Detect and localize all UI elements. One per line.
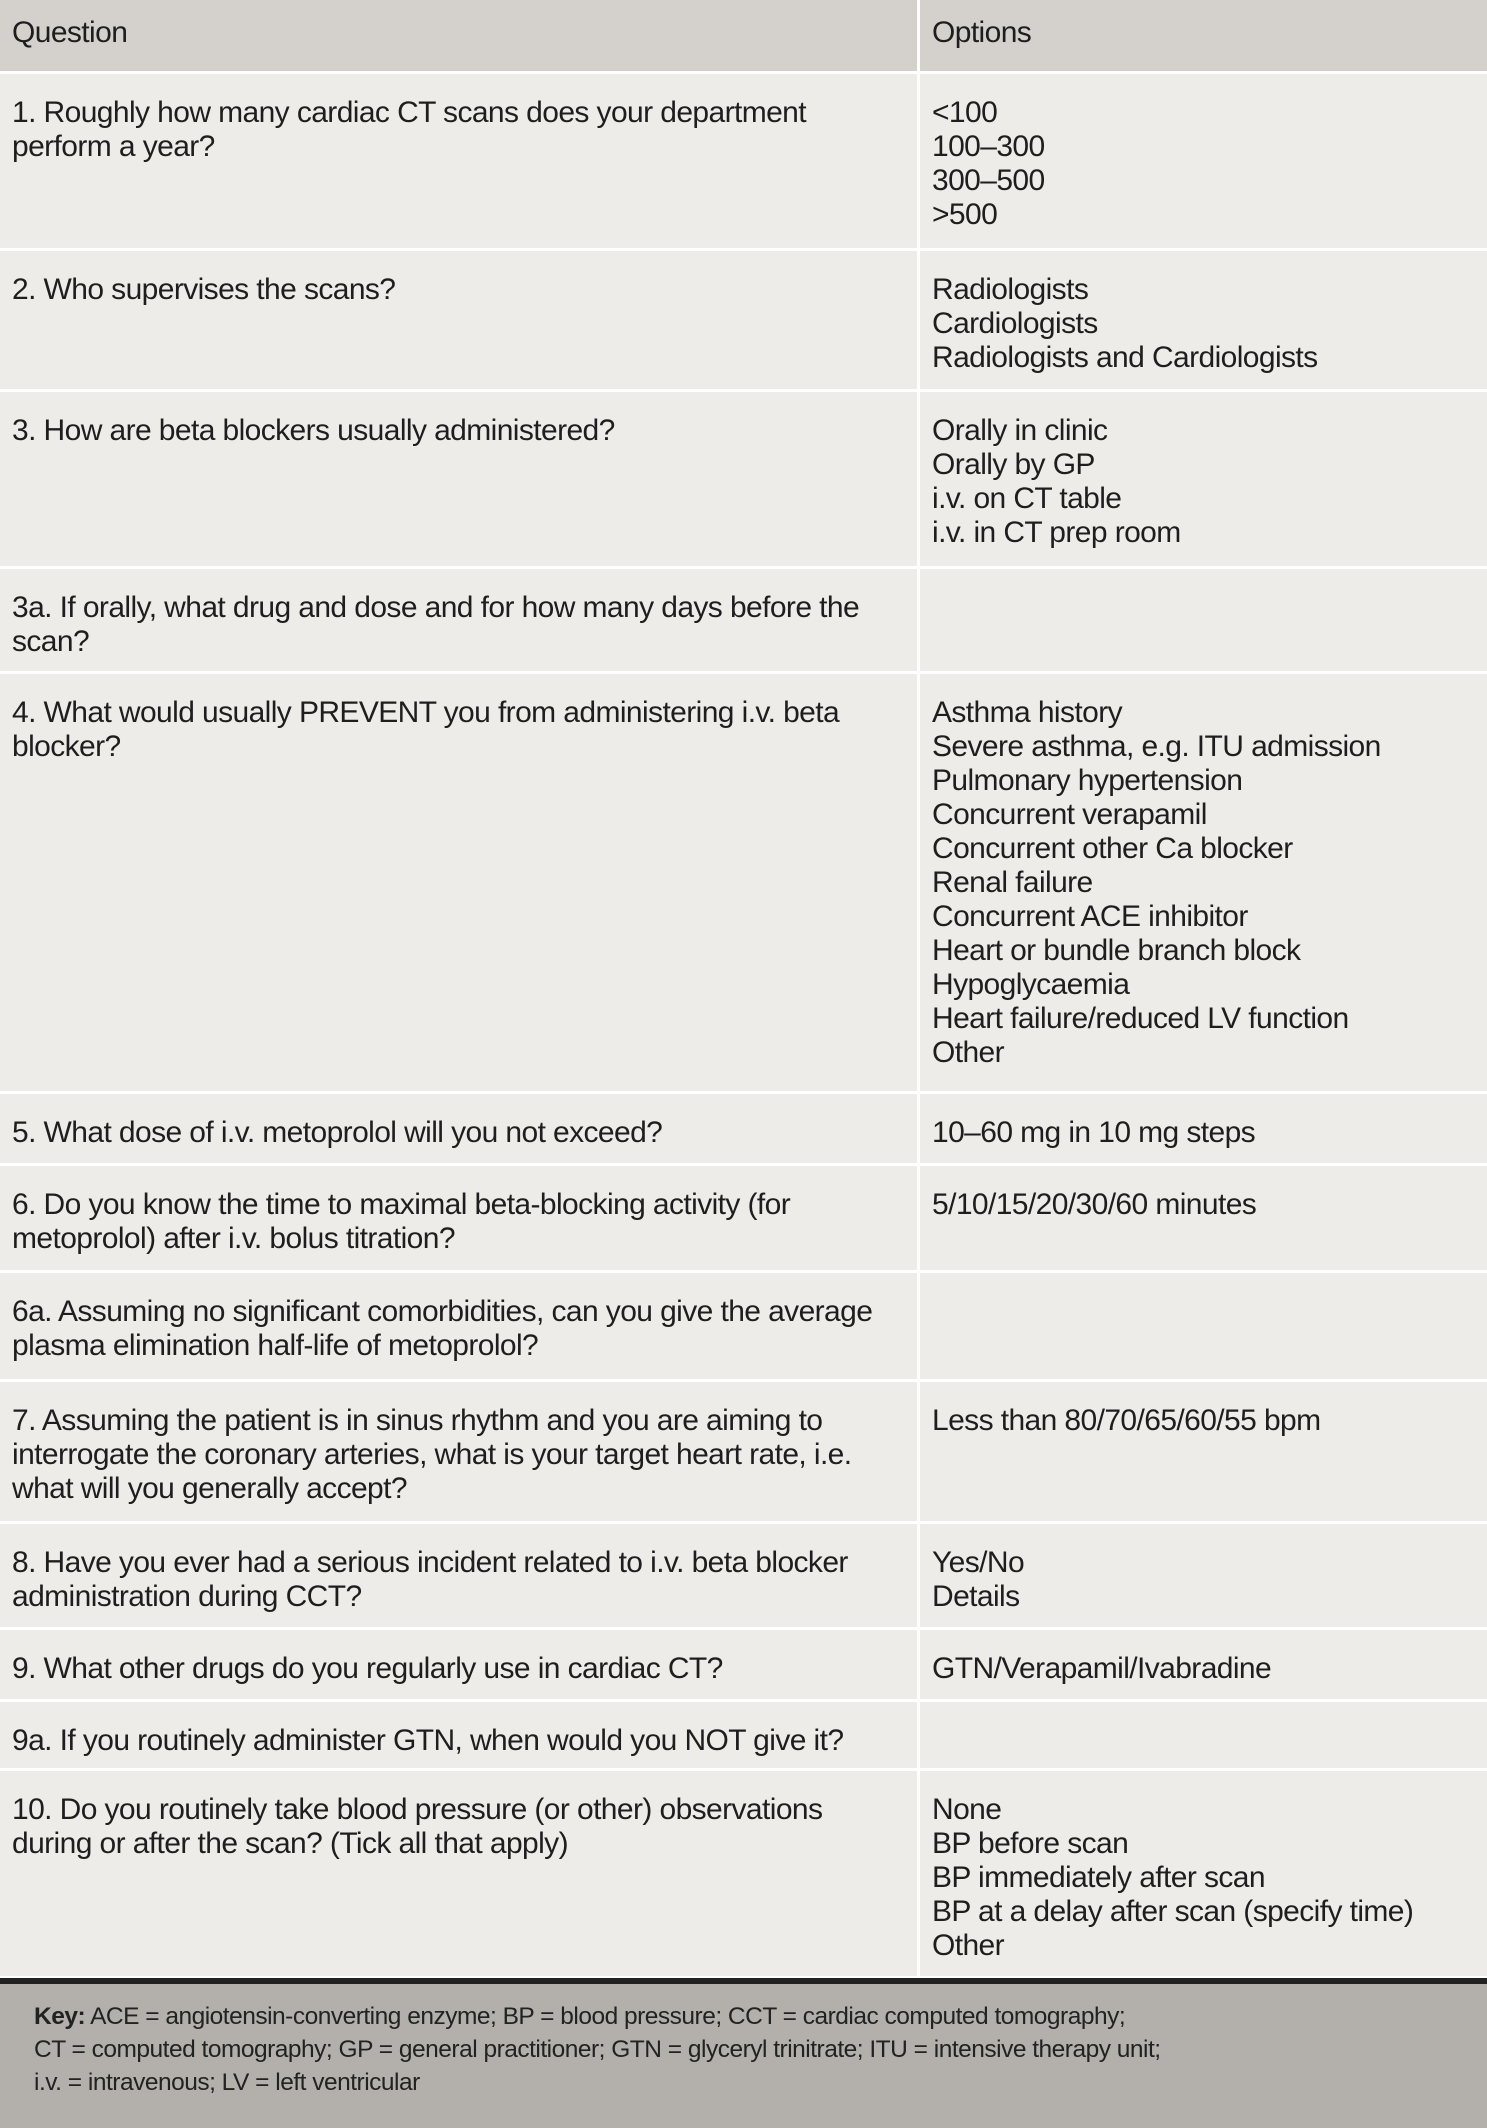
key-text: ACE = angiotensin-converting enzyme; BP = blood pressure; CCT = cardiac computed tomography; [85, 2003, 1126, 2030]
option-item: >500 [932, 198, 998, 231]
option-item: i.v. on CT table [932, 482, 1122, 515]
options-cell [920, 1382, 1487, 1521]
option-item: Hypoglycaemia [932, 968, 1130, 1001]
option-item: Radiologists and Cardiologists [932, 341, 1318, 374]
option-item: 100–300 [932, 130, 1045, 163]
options-cell [920, 674, 1487, 1091]
table-row [0, 1524, 1487, 1627]
question-cell: 8. Have you ever had a serious incident related to i.v. beta blocker administration during CCT? [0, 1524, 917, 1627]
option-item: BP at a delay after scan (specify time) [932, 1895, 1414, 1928]
question-cell: 4. What would usually PREVENT you from administering i.v. beta blocker? [0, 674, 917, 1091]
option-item: Concurrent ACE inhibitor [932, 900, 1248, 933]
option-item: Other [932, 1036, 1005, 1069]
options-cell [920, 1094, 1487, 1163]
option-item: Orally by GP [932, 448, 1095, 481]
options-cell [920, 392, 1487, 566]
option-item: 5/10/15/20/30/60 minutes [932, 1188, 1257, 1221]
key-line: CT = computed tomography; GP = general practitioner; GTN = glyceryl trinitrate; ITU = intensive therapy unit; [34, 2036, 1161, 2063]
options-cell [920, 1702, 1487, 1768]
option-item: Pulmonary hypertension [932, 764, 1243, 797]
option-item: Severe asthma, e.g. ITU admission [932, 730, 1381, 763]
abbreviation-key [0, 1978, 1487, 2128]
options-cell [920, 1771, 1487, 1976]
options-cell [920, 569, 1487, 671]
question-cell: 2. Who supervises the scans? [0, 251, 917, 389]
option-item: GTN/Verapamil/Ivabradine [932, 1652, 1272, 1685]
options-cell [920, 1630, 1487, 1699]
option-item: Yes/No [932, 1546, 1025, 1579]
question-cell: 7. Assuming the patient is in sinus rhythm and you are aiming to interrogate the coronary arteries, what is your target heart rate, i.e. what will you generally accept? [0, 1382, 917, 1521]
key-label: Key: [34, 2003, 86, 2030]
option-item: <100 [932, 96, 998, 129]
option-item: Heart or bundle branch block [932, 934, 1301, 967]
option-item: Less than 80/70/65/60/55 bpm [932, 1404, 1321, 1437]
question-cell: 5. What dose of i.v. metoprolol will you not exceed? [0, 1094, 917, 1163]
question-cell: 9. What other drugs do you regularly use in cardiac CT? [0, 1630, 917, 1699]
table-row [0, 569, 1487, 671]
table-row [0, 392, 1487, 566]
option-item: Orally in clinic [932, 414, 1108, 447]
option-item: Concurrent other Ca blocker [932, 832, 1293, 865]
option-item: BP before scan [932, 1827, 1129, 1860]
question-cell: 1. Roughly how many cardiac CT scans does your department perform a year? [0, 74, 917, 248]
table-row [0, 1771, 1487, 1976]
option-item: Other [932, 1929, 1005, 1962]
options-cell [920, 1524, 1487, 1627]
options-cell [920, 1273, 1487, 1379]
table-row [0, 1273, 1487, 1379]
question-cell: 6a. Assuming no significant comorbidities, can you give the average plasma elimination half-life of metoprolol? [0, 1273, 917, 1379]
question-cell: 3a. If orally, what drug and dose and for how many days before the scan? [0, 569, 917, 671]
table-row [0, 1630, 1487, 1699]
table-row [0, 674, 1487, 1091]
question-cell: 9a. If you routinely administer GTN, when would you NOT give it? [0, 1702, 917, 1768]
column-header-question: Question [0, 0, 917, 71]
option-item: Cardiologists [932, 307, 1098, 340]
option-item: None [932, 1793, 1002, 1826]
table-row [0, 251, 1487, 389]
question-cell: 6. Do you know the time to maximal beta-blocking activity (for metoprolol) after i.v. bolus titration? [0, 1166, 917, 1270]
key-line [34, 2000, 1453, 2033]
options-cell [920, 1166, 1487, 1270]
question-cell: 10. Do you routinely take blood pressure (or other) observations during or after the scan? (Tick all that apply) [0, 1771, 917, 1976]
question-cell: 3. How are beta blockers usually administered? [0, 392, 917, 566]
option-item: i.v. in CT prep room [932, 516, 1181, 549]
options-cell [920, 74, 1487, 248]
option-item: Asthma history [932, 696, 1122, 729]
option-item: Heart failure/reduced LV function [932, 1002, 1349, 1035]
table-row [0, 1702, 1487, 1768]
option-item: Radiologists [932, 273, 1089, 306]
key-line: i.v. = intravenous; LV = left ventricular [34, 2069, 420, 2096]
option-item: BP immediately after scan [932, 1861, 1265, 1894]
option-item: Concurrent verapamil [932, 798, 1207, 831]
option-item: Renal failure [932, 866, 1093, 899]
table-row [0, 74, 1487, 248]
table-row [0, 1166, 1487, 1270]
option-item: 300–500 [932, 164, 1045, 197]
option-item: 10–60 mg in 10 mg steps [932, 1116, 1256, 1149]
table-row [0, 1094, 1487, 1163]
table-header-row [0, 0, 1487, 71]
table-row [0, 1382, 1487, 1521]
option-item: Details [932, 1580, 1020, 1613]
column-header-options: Options [920, 0, 1487, 71]
options-cell [920, 251, 1487, 389]
